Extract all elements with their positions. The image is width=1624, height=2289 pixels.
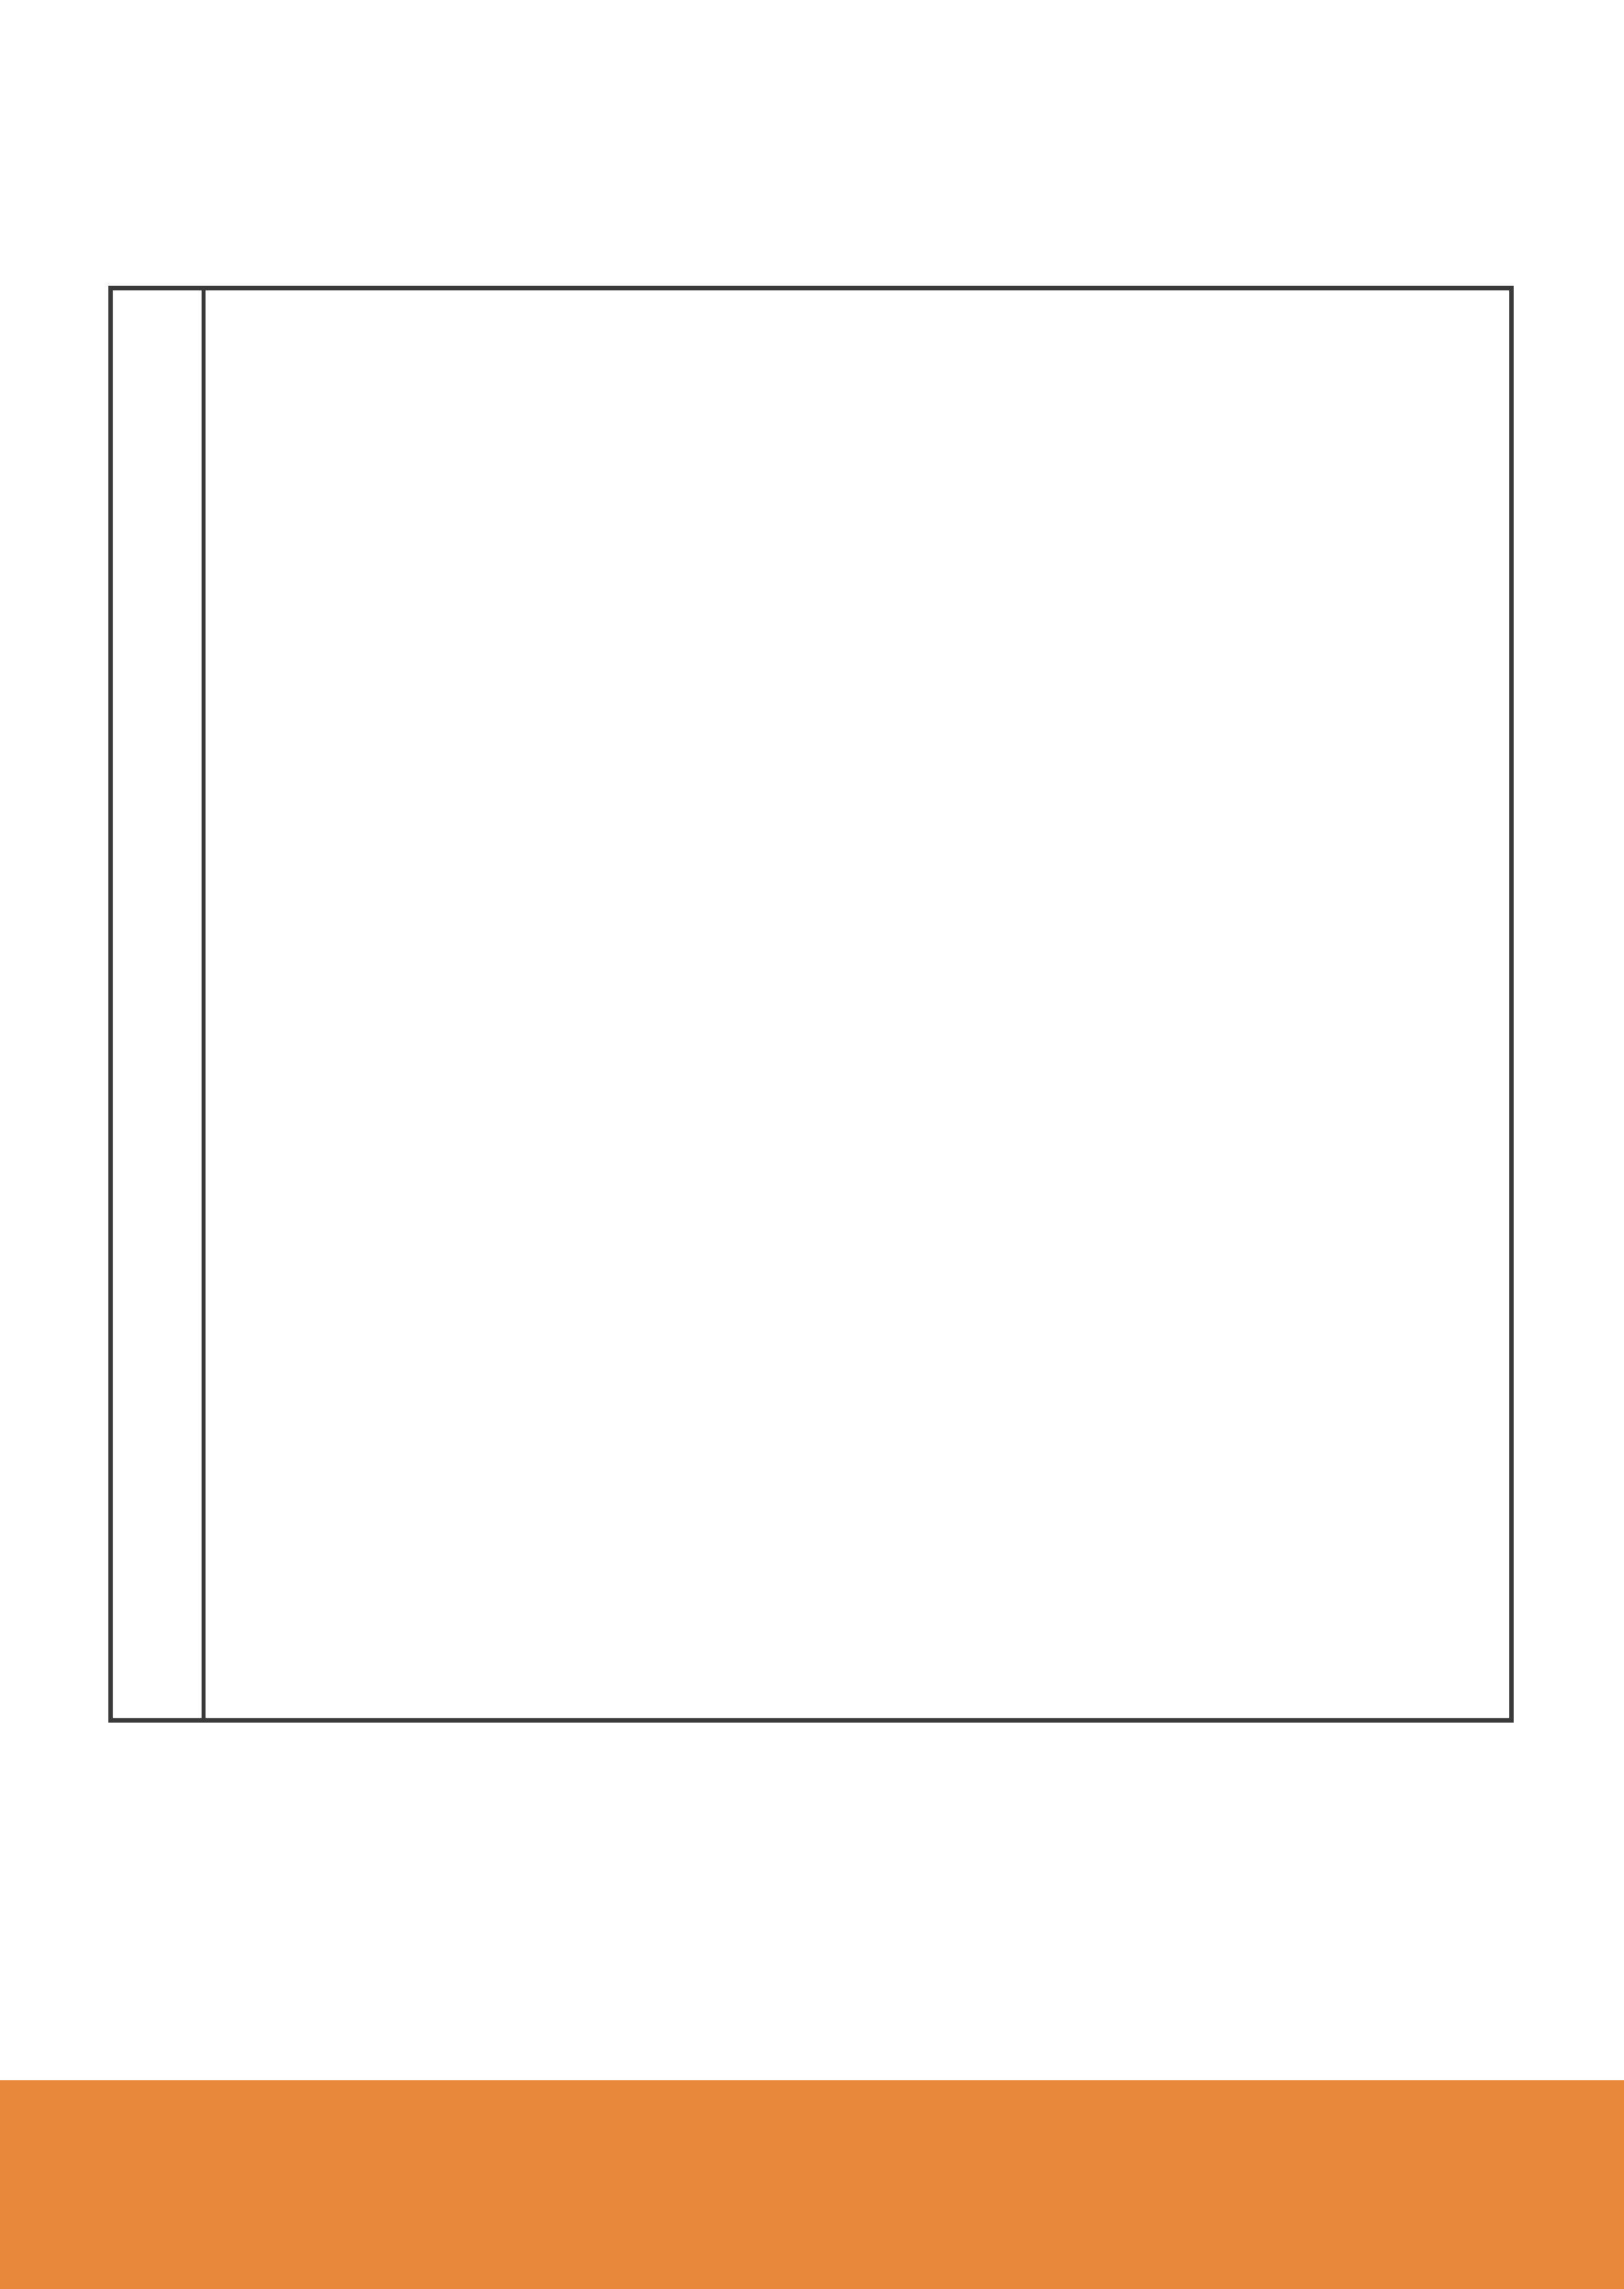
month-cell [113,290,206,1718]
schedule-rows [206,290,1509,1718]
schedule-table [108,286,1514,1723]
footer [0,2080,1624,2289]
